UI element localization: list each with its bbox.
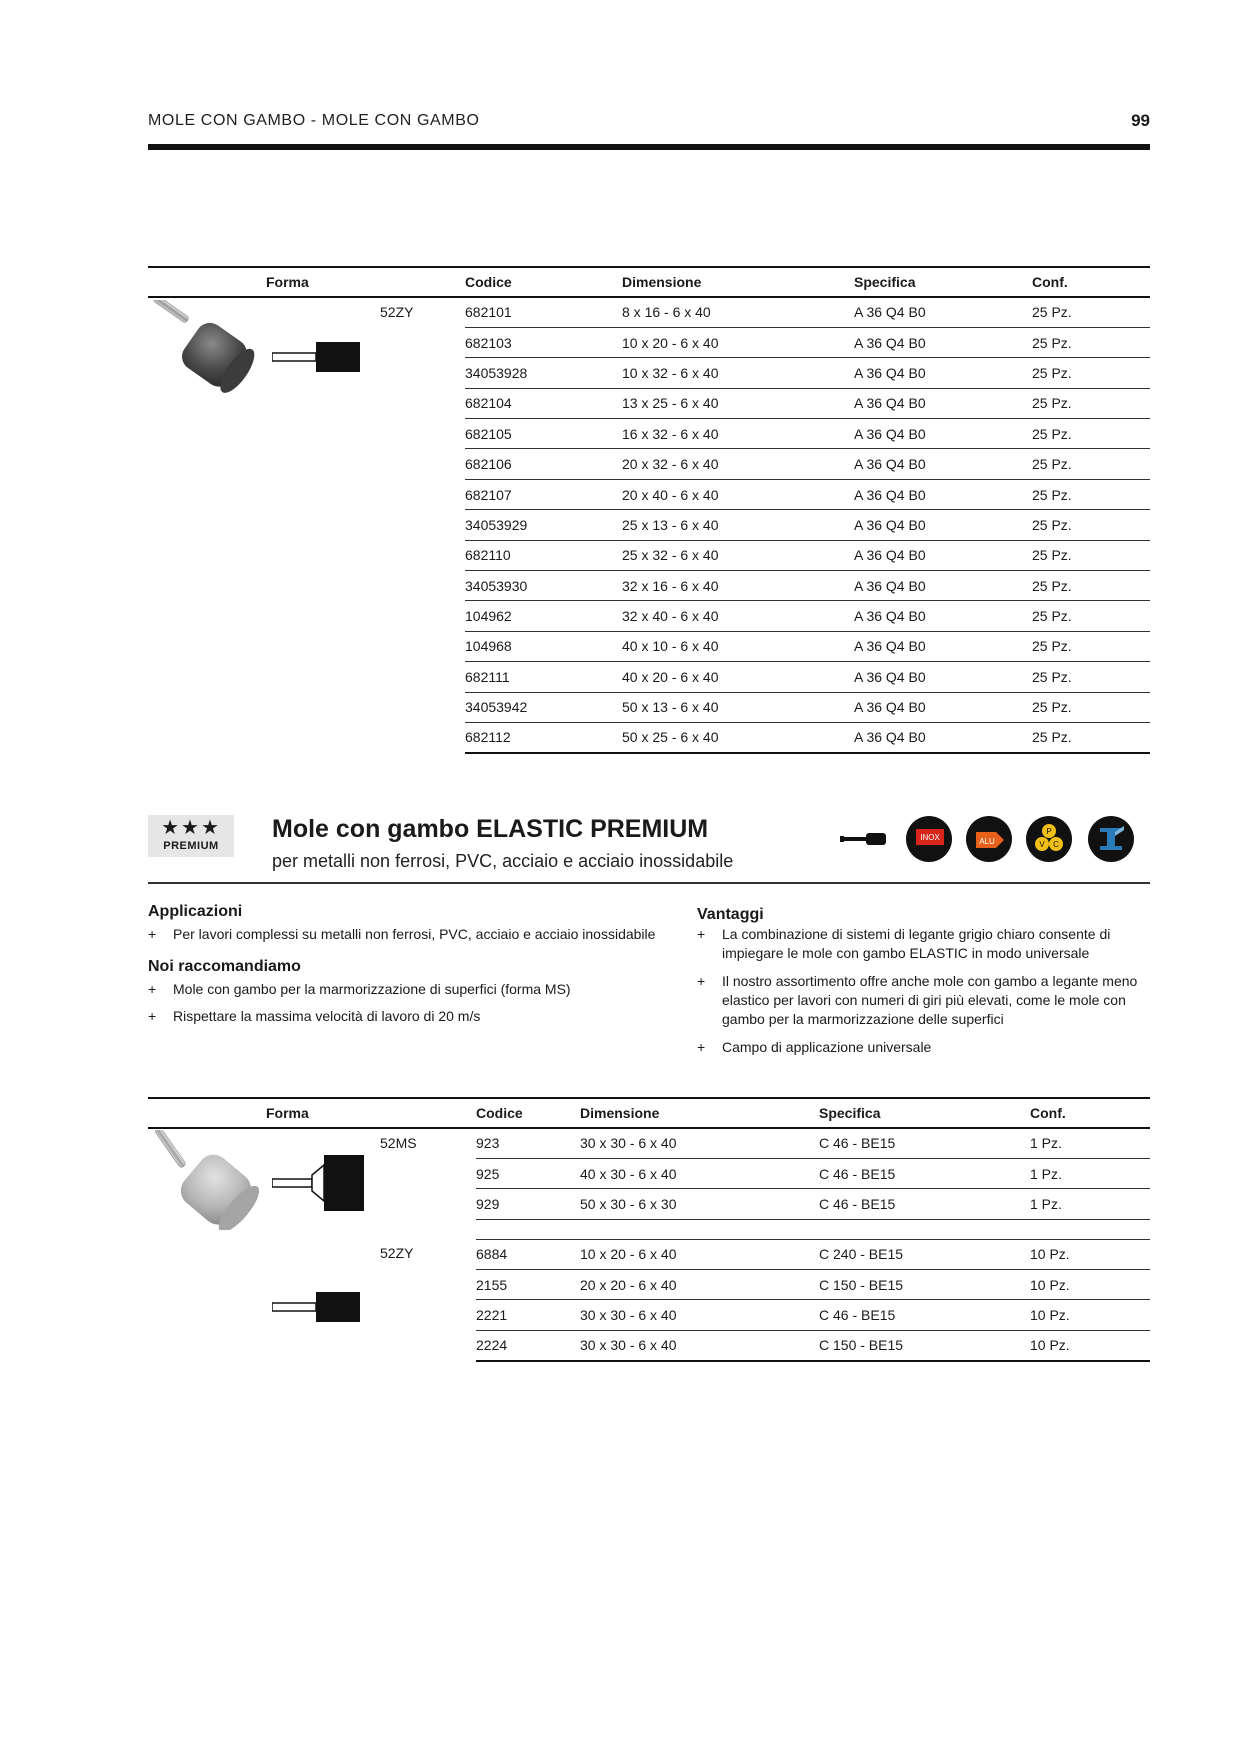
cell-conf: 1 Pz. [1030, 1128, 1150, 1158]
cell-codice: 682110 [465, 540, 622, 570]
52zy-profile-diagram [272, 340, 362, 374]
pvc-icon [1026, 816, 1072, 862]
cell-specifica: A 36 Q4 B0 [854, 419, 1032, 449]
cell-dimensione: 25 x 13 - 6 x 40 [622, 510, 854, 540]
cell-dimensione: 8 x 16 - 6 x 40 [622, 297, 854, 327]
cell-codice: 682105 [465, 419, 622, 449]
52ms-profile-diagram [272, 1153, 368, 1213]
premium-stars: ★★★ [161, 817, 221, 839]
cell-codice: 682107 [465, 479, 622, 509]
forma-label: 52ZY [380, 304, 414, 320]
cell-codice: 6884 [476, 1239, 580, 1269]
cell-codice: 929 [476, 1189, 580, 1219]
cell-codice: 34053928 [465, 358, 622, 388]
cell-conf: 25 Pz. [1032, 722, 1150, 752]
cell-dimensione: 20 x 20 - 6 x 40 [580, 1270, 819, 1300]
alu-label: ALU [979, 837, 995, 846]
cell-conf: 25 Pz. [1032, 510, 1150, 540]
grey-cylinder-wheel-image [148, 300, 268, 400]
section-title: Mole con gambo ELASTIC PREMIUM [272, 815, 709, 843]
cell-specifica: A 36 Q4 B0 [854, 358, 1032, 388]
list-item: + Il nostro assortimento offre anche mole con gambo a legante meno elastico per lavori con numeri di giri più elevati, come le mole con gambo per la marmorizzazione delle superfici [697, 972, 1149, 1029]
cell-dimensione: 16 x 32 - 6 x 40 [622, 419, 854, 449]
spacer-cell [476, 1219, 1150, 1239]
cell-conf: 25 Pz. [1032, 601, 1150, 631]
cell-specifica: A 36 Q4 B0 [854, 662, 1032, 692]
table-row [148, 1239, 1150, 1269]
premium-badge [148, 815, 234, 857]
cell-codice: 34053930 [465, 571, 622, 601]
grinding-tool-icon [840, 830, 886, 848]
cell-specifica: C 150 - BE15 [819, 1270, 1030, 1300]
premium-label: PREMIUM [163, 840, 219, 852]
cell-codice: 682104 [465, 388, 622, 418]
cell-specifica: A 36 Q4 B0 [854, 571, 1032, 601]
cell-conf: 25 Pz. [1032, 358, 1150, 388]
pvc-v-label: V [1039, 840, 1045, 849]
raccomandiamo-list [148, 980, 688, 1035]
cell-conf: 25 Pz. [1032, 571, 1150, 601]
steel-icon [1088, 816, 1134, 862]
pvc-p-label: P [1046, 827, 1052, 836]
cell-codice: 104962 [465, 601, 622, 631]
table-header-row [148, 1098, 1150, 1128]
forma-label: 52ZY [380, 1245, 414, 1262]
col-header-dimensione: Dimensione [622, 267, 854, 297]
cell-conf: 25 Pz. [1032, 631, 1150, 661]
page-number: 99 [1131, 111, 1150, 130]
applicazioni-heading: Applicazioni [148, 903, 243, 920]
cell-conf: 25 Pz. [1032, 662, 1150, 692]
cell-codice: 2224 [476, 1330, 580, 1360]
vantaggi-heading: Vantaggi [697, 906, 764, 923]
cell-specifica: A 36 Q4 B0 [854, 722, 1032, 752]
cell-dimensione: 40 x 20 - 6 x 40 [622, 662, 854, 692]
cell-conf: 10 Pz. [1030, 1270, 1150, 1300]
cell-specifica: A 36 Q4 B0 [854, 601, 1032, 631]
list-item: + La combinazione di sistemi di legante grigio chiaro consente di impiegare le mole con gambo ELASTIC in modo universale [697, 925, 1149, 963]
cell-dimensione: 32 x 40 - 6 x 40 [622, 601, 854, 631]
cell-dimensione: 50 x 13 - 6 x 40 [622, 692, 854, 722]
cell-dimensione: 20 x 40 - 6 x 40 [622, 479, 854, 509]
cell-dimensione: 50 x 30 - 6 x 30 [580, 1189, 819, 1219]
header-rule [148, 144, 1150, 150]
cell-conf: 25 Pz. [1032, 327, 1150, 357]
cell-specifica: C 46 - BE15 [819, 1158, 1030, 1188]
cell-specifica: A 36 Q4 B0 [854, 297, 1032, 327]
cell-dimensione: 25 x 32 - 6 x 40 [622, 540, 854, 570]
cell-specifica: A 36 Q4 B0 [854, 692, 1032, 722]
cell-dimensione: 50 x 25 - 6 x 40 [622, 722, 854, 752]
col-header-specifica: Specifica [854, 267, 1032, 297]
cell-specifica: C 46 - BE15 [819, 1300, 1030, 1330]
pvc-c-label: C [1053, 840, 1059, 849]
inox-icon [906, 816, 952, 862]
list-item: + Mole con gambo per la marmorizzazione di superfici (forma MS) [148, 980, 688, 999]
cell-conf: 1 Pz. [1030, 1189, 1150, 1219]
cell-dimensione: 40 x 10 - 6 x 40 [622, 631, 854, 661]
cell-conf: 25 Pz. [1032, 692, 1150, 722]
list-item: + Per lavori complessi su metalli non ferrosi, PVC, acciaio e acciaio inossidabile [148, 925, 688, 944]
col-header-codice: Codice [465, 267, 622, 297]
cell-specifica: A 36 Q4 B0 [854, 449, 1032, 479]
cell-codice: 2221 [476, 1300, 580, 1330]
cell-conf: 25 Pz. [1032, 479, 1150, 509]
col-header-forma: Forma [148, 1098, 476, 1128]
cell-codice: 34053929 [465, 510, 622, 540]
cell-dimensione: 30 x 30 - 6 x 40 [580, 1128, 819, 1158]
cell-codice: 923 [476, 1128, 580, 1158]
cell-codice: 104968 [465, 631, 622, 661]
cell-dimensione: 32 x 16 - 6 x 40 [622, 571, 854, 601]
table-header-row [148, 267, 1150, 297]
applicazioni-list [148, 925, 688, 953]
list-item: + Rispettare la massima velocità di lavoro di 20 m/s [148, 1007, 688, 1026]
inox-label: INOX [920, 833, 940, 842]
cell-codice: 682101 [465, 297, 622, 327]
cell-codice: 682111 [465, 662, 622, 692]
cell-codice: 34053942 [465, 692, 622, 722]
cell-dimensione: 13 x 25 - 6 x 40 [622, 388, 854, 418]
cell-specifica: C 150 - BE15 [819, 1330, 1030, 1360]
cell-codice: 2155 [476, 1270, 580, 1300]
cell-codice: 925 [476, 1158, 580, 1188]
cell-conf: 25 Pz. [1032, 388, 1150, 418]
cell-specifica: A 36 Q4 B0 [854, 479, 1032, 509]
cell-dimensione: 40 x 30 - 6 x 40 [580, 1158, 819, 1188]
cell-codice: 682106 [465, 449, 622, 479]
cell-specifica: A 36 Q4 B0 [854, 631, 1032, 661]
cell-conf: 1 Pz. [1030, 1158, 1150, 1188]
cell-conf: 25 Pz. [1032, 297, 1150, 327]
raccomandiamo-heading: Noi raccomandiamo [148, 958, 301, 975]
cell-conf: 10 Pz. [1030, 1330, 1150, 1360]
cell-specifica: C 46 - BE15 [819, 1128, 1030, 1158]
section-rule [148, 882, 1150, 884]
alu-icon [966, 816, 1012, 862]
vantaggi-list [697, 925, 1149, 1066]
cell-specifica: A 36 Q4 B0 [854, 388, 1032, 418]
col-header-conf: Conf. [1030, 1098, 1150, 1128]
cell-specifica: A 36 Q4 B0 [854, 540, 1032, 570]
light-grey-cylinder-wheel-image [148, 1130, 268, 1230]
cell-conf: 25 Pz. [1032, 540, 1150, 570]
cell-codice: 682112 [465, 722, 622, 752]
cell-dimensione: 10 x 20 - 6 x 40 [580, 1239, 819, 1269]
cell-dimensione: 10 x 20 - 6 x 40 [622, 327, 854, 357]
section-subtitle: per metalli non ferrosi, PVC, acciaio e acciaio inossidabile [272, 851, 734, 871]
col-header-conf: Conf. [1032, 267, 1150, 297]
list-item: + Campo di applicazione universale [697, 1038, 1149, 1057]
table-row [148, 297, 1150, 327]
cell-dimensione: 30 x 30 - 6 x 40 [580, 1300, 819, 1330]
cell-conf: 10 Pz. [1030, 1300, 1150, 1330]
52zy-profile-diagram [272, 1290, 362, 1324]
cell-specifica: A 36 Q4 B0 [854, 327, 1032, 357]
cell-conf: 10 Pz. [1030, 1239, 1150, 1269]
cell-dimensione: 20 x 32 - 6 x 40 [622, 449, 854, 479]
col-header-specifica: Specifica [819, 1098, 1030, 1128]
col-header-codice: Codice [476, 1098, 580, 1128]
cell-dimensione: 30 x 30 - 6 x 40 [580, 1330, 819, 1360]
material-icons [840, 812, 1150, 868]
cell-specifica: C 46 - BE15 [819, 1189, 1030, 1219]
cell-specifica: C 240 - BE15 [819, 1239, 1030, 1269]
page-header-title: MOLE CON GAMBO - MOLE CON GAMBO [148, 112, 480, 129]
cell-conf: 25 Pz. [1032, 419, 1150, 449]
cell-codice: 682103 [465, 327, 622, 357]
forma-label: 52MS [380, 1135, 417, 1151]
cell-dimensione: 10 x 32 - 6 x 40 [622, 358, 854, 388]
cell-specifica: A 36 Q4 B0 [854, 510, 1032, 540]
cell-conf: 25 Pz. [1032, 449, 1150, 479]
col-header-forma: Forma [148, 267, 465, 297]
col-header-dimensione: Dimensione [580, 1098, 819, 1128]
